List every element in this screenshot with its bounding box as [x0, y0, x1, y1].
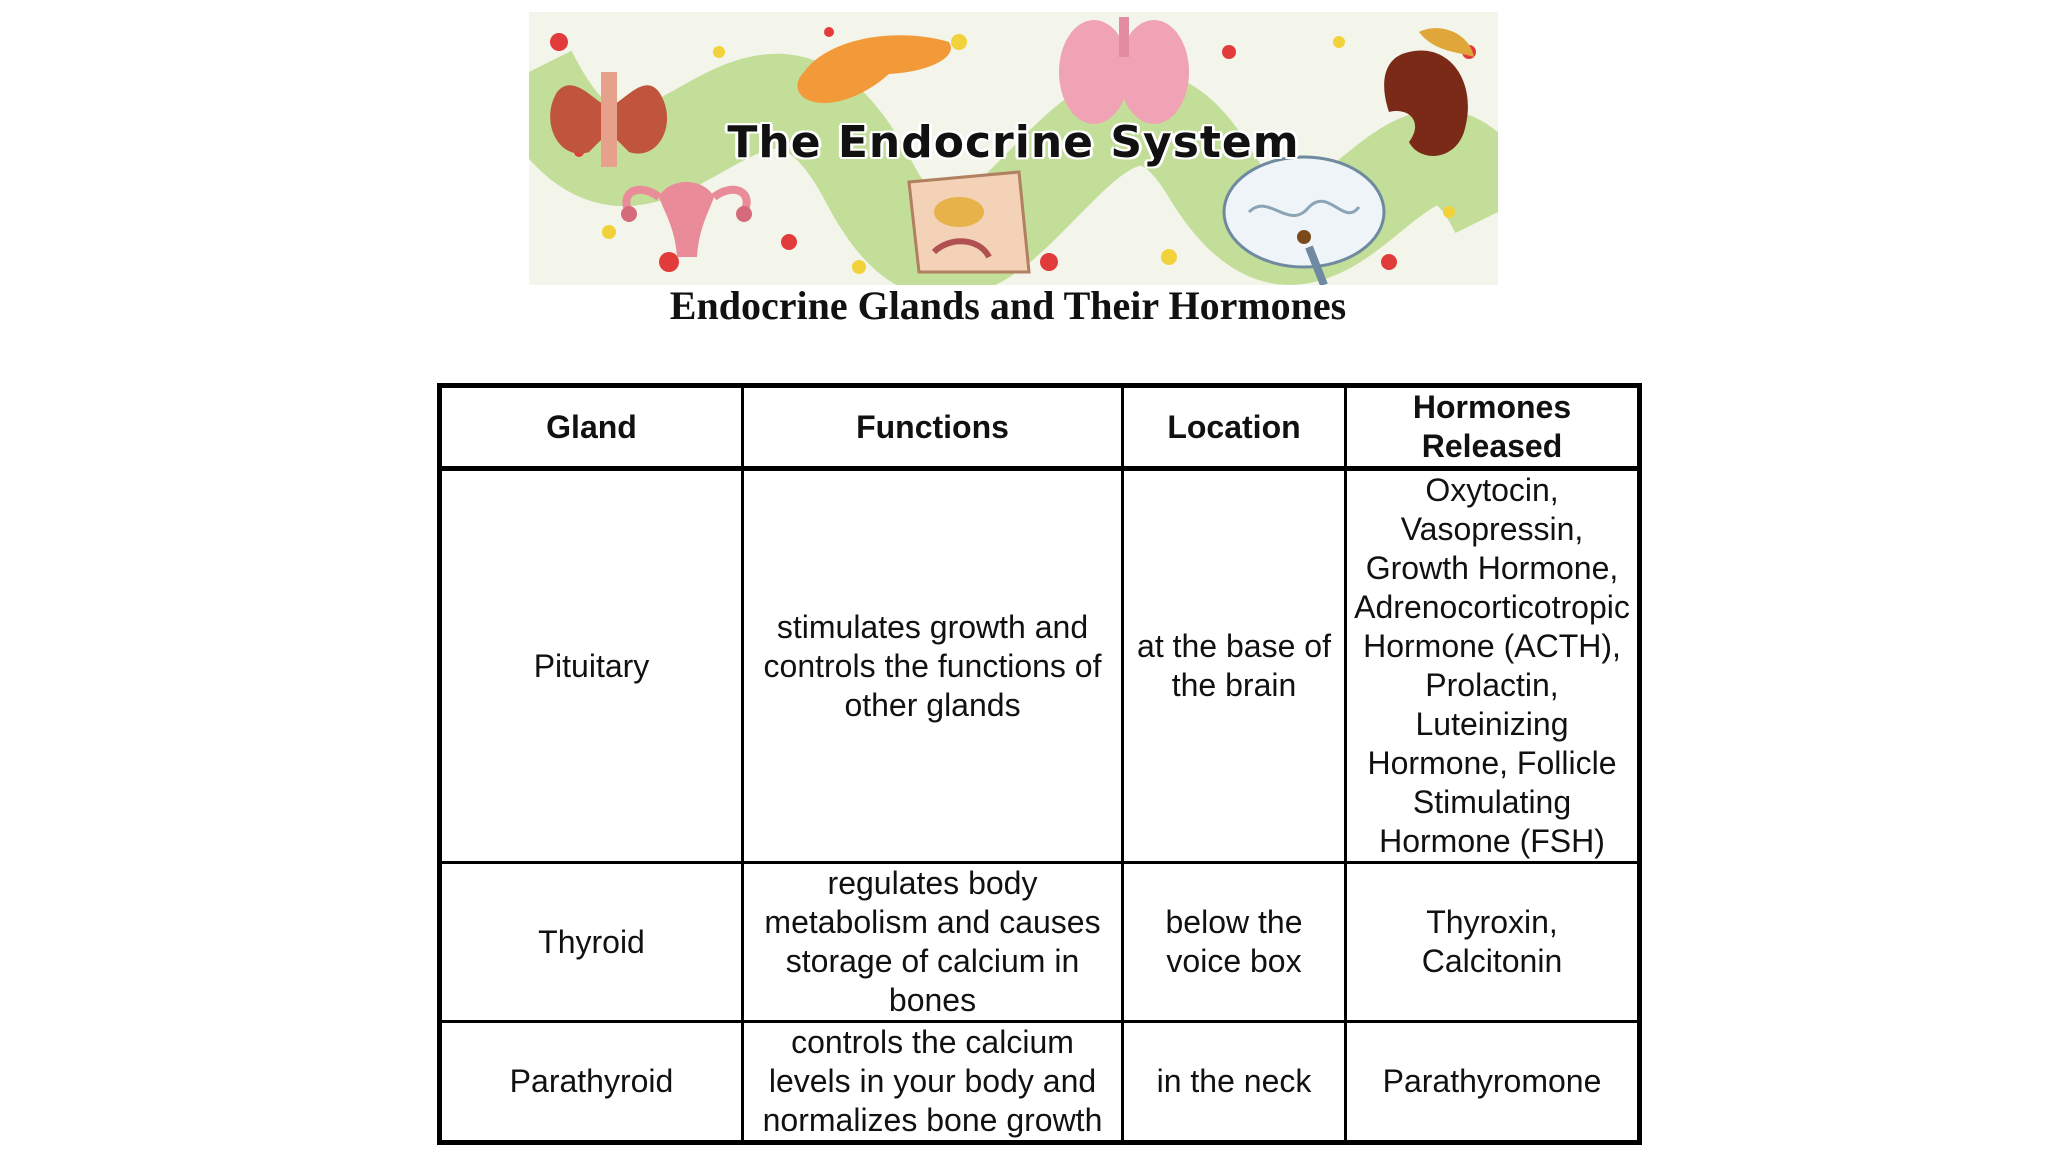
functions-cell: regulates body metabolism and causes storage of calcium in bones	[743, 863, 1123, 1022]
table-header-row	[440, 386, 1640, 469]
gland-cell: Parathyroid	[440, 1022, 743, 1143]
table-row	[440, 469, 1640, 863]
table-row	[440, 1022, 1640, 1143]
uterus-icon	[621, 182, 752, 257]
hormones-cell: Oxytocin, Vasopressin, Growth Hormone, Adrenocorticotropic Hormone (ACTH), Prolactin, Luteinizing Hormone, Follicle Stimulating Hormone (FSH)	[1346, 469, 1640, 863]
column-header-location: Location	[1123, 386, 1346, 469]
page-title: Endocrine Glands and Their Hormones	[669, 283, 1347, 328]
functions-cell: controls the calcium levels in your body and normalizes bone growth	[743, 1022, 1123, 1143]
functions-cell: stimulates growth and controls the functions of other glands	[743, 469, 1123, 863]
male-pelvis-icon	[909, 172, 1029, 272]
column-header-hormones: Hormones Released	[1346, 386, 1640, 469]
banner-title: The Endocrine System	[727, 117, 1300, 168]
pancreas-icon	[797, 35, 951, 103]
gland-cell: Thyroid	[440, 863, 743, 1022]
endocrine-banner	[529, 12, 1498, 285]
column-header-functions: Functions	[743, 386, 1123, 469]
hormones-cell: Parathyromone	[1346, 1022, 1640, 1143]
table-row	[440, 863, 1640, 1022]
location-cell: in the neck	[1123, 1022, 1346, 1143]
endocrine-glands-table	[437, 383, 1642, 1145]
location-cell: at the base of the brain	[1123, 469, 1346, 863]
gland-cell: Pituitary	[440, 469, 743, 863]
location-cell: below the voice box	[1123, 863, 1346, 1022]
column-header-gland: Gland	[440, 386, 743, 469]
hormones-cell: Thyroxin, Calcitonin	[1346, 863, 1640, 1022]
